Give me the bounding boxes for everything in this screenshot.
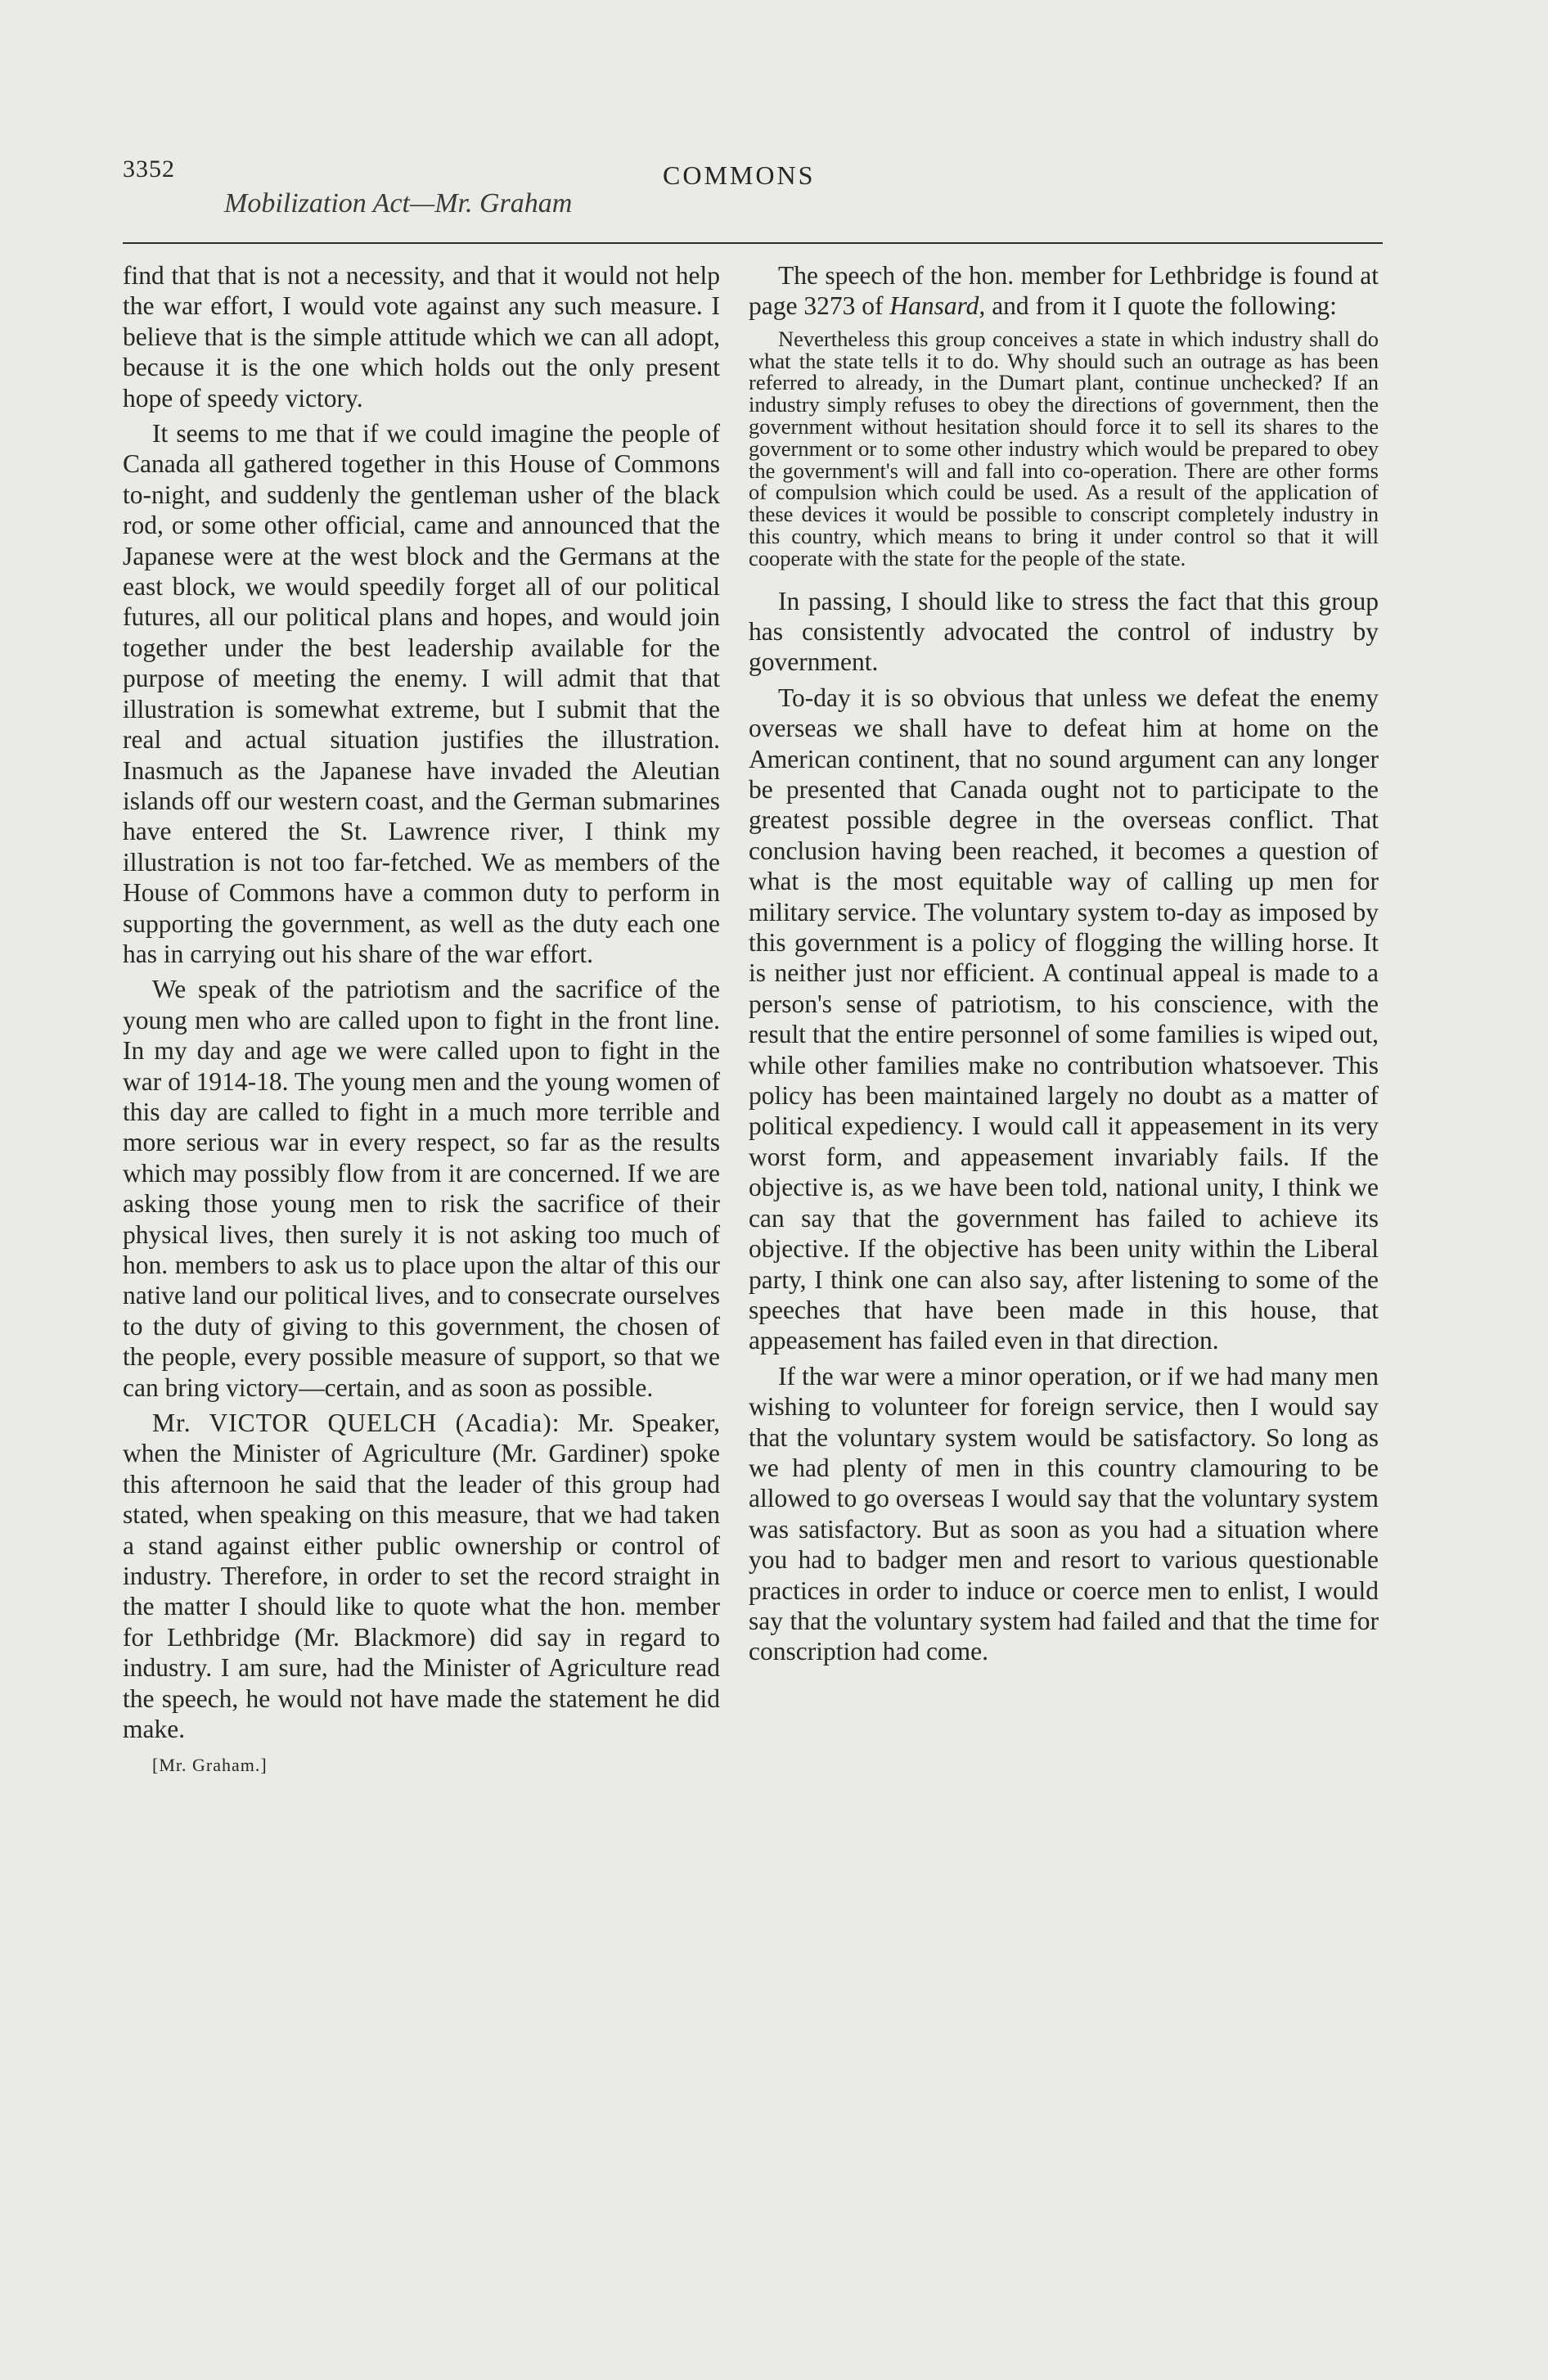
page-header (123, 156, 1383, 246)
paragraph: If the war were a minor operation, or if we had many men wishing to volunteer for foreign service, then I would say that the voluntary system would be satisfactory. So long as we had plenty of men in this country clamouring to be allowed to go overseas I would say that the voluntary system was satisfactory. But as soon as you had a situation where you had to badger men and resort to various questionable practices in order to induce or coerce men to enlist, I would say that the voluntary system had failed and that the time for conscription had come. (749, 1361, 1379, 1666)
speaker-paragraph (123, 1408, 720, 1744)
paragraph: find that that is not a necessity, and that it would not help the war effort, I would vote against any such measure. I believe that is the simple attitude which we can all adopt, because it is the one which holds out the only present hope of speedy victory. (123, 261, 720, 412)
text-run: and from it I quote the following: (992, 291, 1337, 321)
paragraph: To-day it is so obvious that unless we defeat the enemy overseas we shall have to defeat him at home on the American continent, that no sound argument can any longer be presented that Canada ought not to participate to the greatest possible degree in the overseas conflict. That conclusion having been reached, it becomes a question of what is the most equitable way of calling up men for military service. The voluntary system to-day as imposed by this government is a policy of flogging the willing horse. It is neither just nor efficient. A continual appeal is made to a person's sense of patriotism, to his conscience, with the result that the entire personnel of some families is wiped out, while other families make no contribution whatsoever. This policy has been maintained largely no doubt as a matter of political expediency. I would call it appeasement in its very worst form, and appeasement invariably fails. If the objective is, as we have been told, national unity, I think we can say that the government has failed to achieve its objective. If the objective has been unity within the Liberal party, I think one can also say, after listening to some of the speeches that have been made in this house, that appeasement has failed even in that direction. (749, 683, 1379, 1355)
journal-title: COMMONS (663, 160, 816, 190)
header-rule (123, 242, 1383, 244)
page-number: 3352 (123, 156, 175, 183)
paragraph: In passing, I should like to stress the fact that this group has consistently advocated the control of industry by government. (749, 586, 1379, 677)
text-run: The speech of the hon. member for Lethbridge is found at page 3273 of (749, 261, 1379, 321)
speech-text: Mr. Speaker, when the Minister of Agriculture (Mr. Gardiner) spoke this afternoon he said that the leader of this group had stated, when speaking on this measure, that we had taken a stand against either public ownership or control of industry. Therefore, in order to set the record straight in the matter I should like to quote what the hon. member for Lethbridge (Mr. Blackmore) did say in regard to industry. I am sure, had the Minister of Agriculture read the speech, he would not have made the statement he did make. (123, 1409, 720, 1744)
paragraph: It seems to me that if we could imagine the people of Canada all gathered together in this House of Commons to-night, and suddenly the gentleman usher of the black rod, or some other official, came and announced that the Japanese were at the west block and the Germans at the east block, we would speedily forget all of our political futures, all our political plans and hopes, and would join together under the best leadership available for the purpose of meeting the enemy. I will admit that that illustration is somewhat extreme, but I submit that the real and actual situation justifies the illustration. Inasmuch as the Japanese have invaded the Aleutian islands off our western coast, and the German submarines have entered the St. Lawrence river, I think my illustration is not too far-fetched. We as members of the House of Commons have a common duty to perform in supporting the government, as well as the duty each one has in carrying out his share of the war effort. (123, 419, 720, 968)
block-quote: Nevertheless this group conceives a state in which industry shall do what the state tells it to do. Why should such an outrage as has been referred to already, in the Dumart plant, continue unchecked? If an industry simply refuses to obey the directions of government, then the government without hesitation should force it to sell its shares to the government or to some other industry which would be prepared to obey the government's will and fall into co-operation. There are other forms of compulsion which could be used. As a result of the application of these devices it would be possible to conscript completely industry in this country, which means to bring it under control so that it will cooperate with the state for the people of the state. (749, 326, 1379, 570)
running-head: Mobilization Act—Mr. Graham (224, 188, 573, 219)
left-column (123, 260, 720, 1780)
footer-note: [Mr. Graham.] (152, 1754, 268, 1775)
speaker-name: Mr. VICTOR QUELCH (Acadia): (152, 1409, 560, 1438)
hansard-reference: Hansard, (889, 291, 986, 321)
right-column (749, 260, 1379, 1667)
paragraph (749, 260, 1379, 322)
paragraph: We speak of the patriotism and the sacrifice of the young men who are called upon to fight in the front line. In my day and age we were called upon to fight in the war of 1914-18. The young men and the young women of this day are called to fight in a much more terrible and more serious war in every respect, so far as the results which may possibly flow from it are concerned. If we are asking those young men to risk the sacrifice of their physical lives, then surely it is not asking too much of hon. members to ask us to place upon the altar of this our native land our political lives, and to consecrate ourselves to the duty of giving to this government, the chosen of the people, every possible measure of support, so that we can bring victory—certain, and as soon as possible. (123, 975, 720, 1402)
